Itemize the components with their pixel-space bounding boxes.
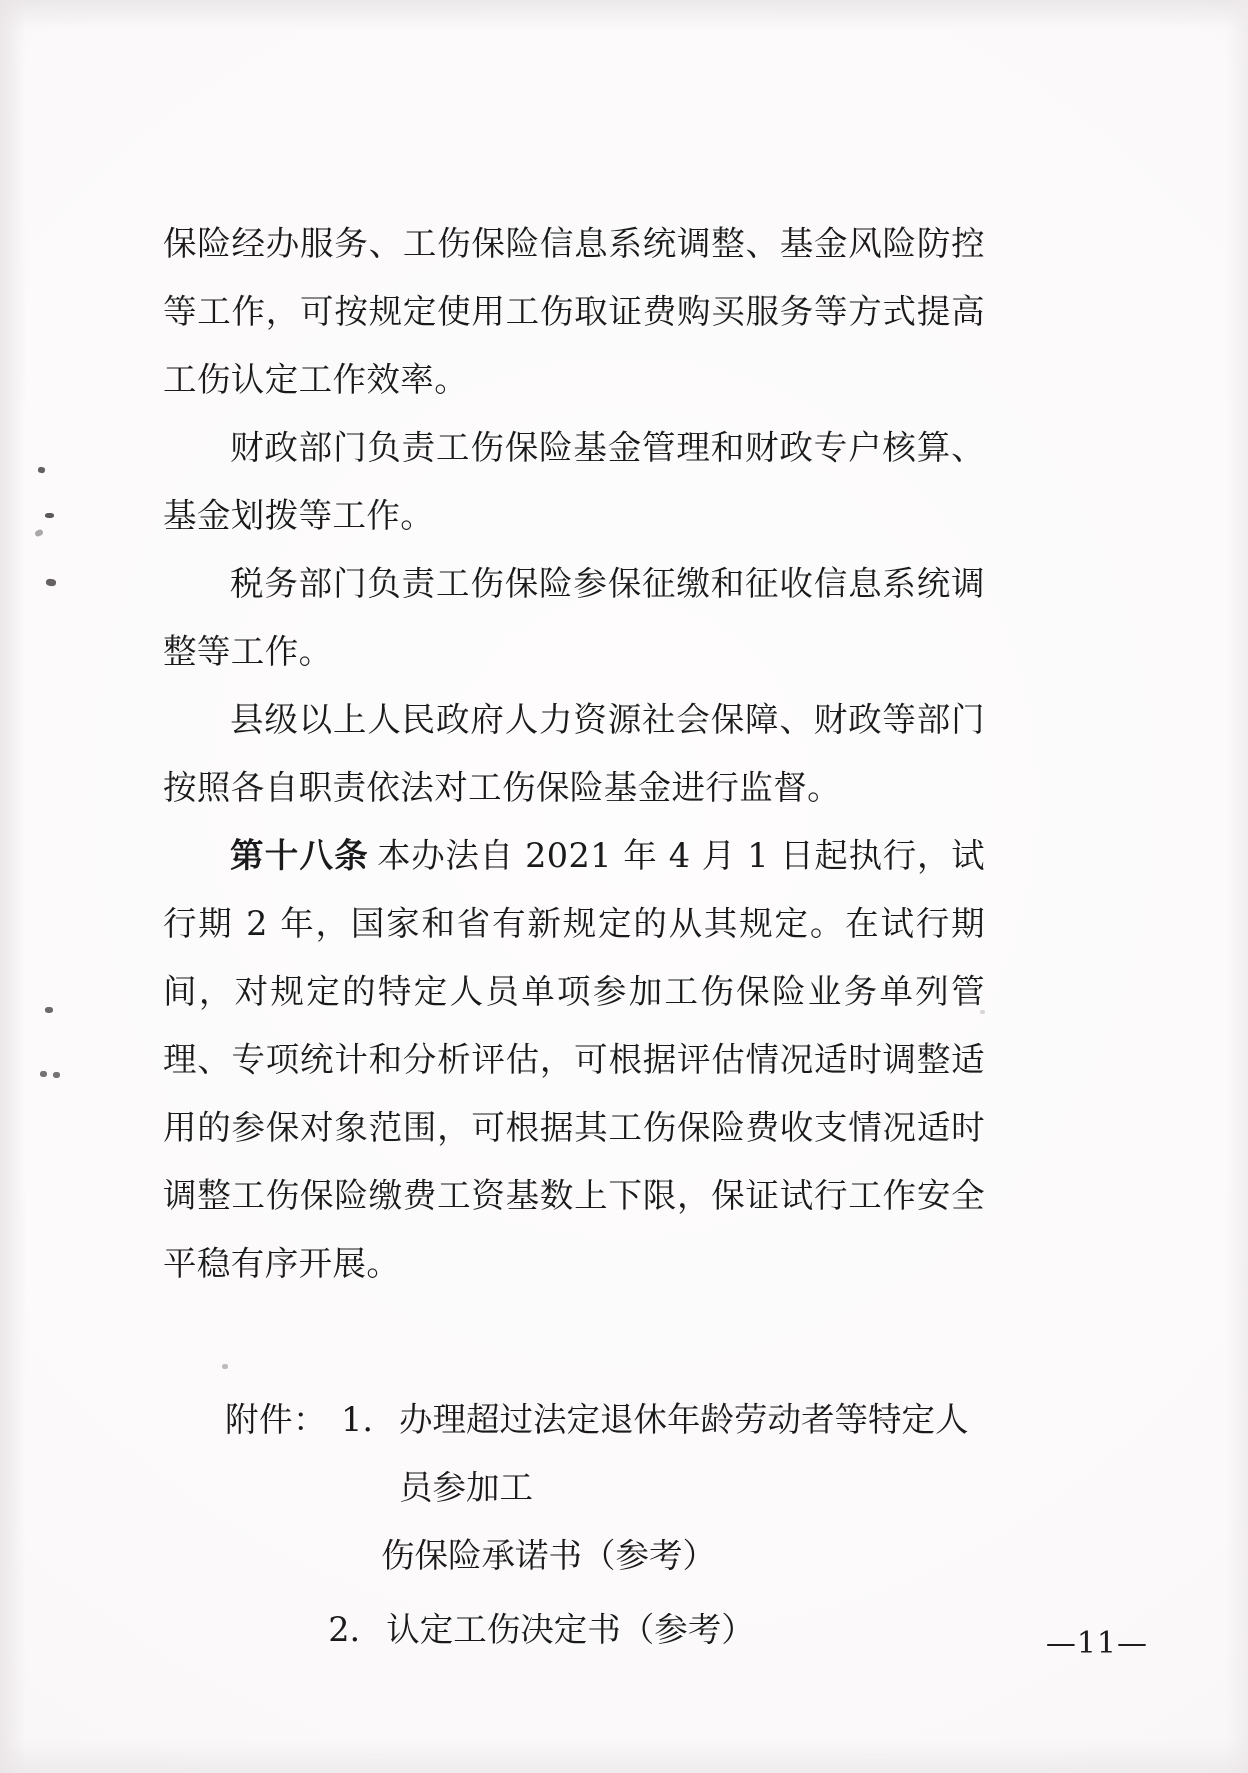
paragraph-tax-department: 税务部门负责工伤保险参保征缴和征收信息系统调整等工作。	[163, 564, 985, 671]
attachment-item-2	[163, 1596, 985, 1664]
attachment-title-1-line-2-row	[163, 1522, 985, 1590]
attachment-title-1-line-1: 办理超过法定退休年龄劳动者等特定人员参加工	[399, 1400, 969, 1507]
article-18-paragraph	[163, 822, 985, 1298]
scan-edge-top	[0, 0, 1248, 30]
paragraph-finance-department: 财政部门负责工伤保险基金管理和财政专户核算、基金划拨等工作。	[163, 428, 985, 535]
scan-speck	[45, 1007, 53, 1013]
attachments-label-spacer	[163, 1596, 314, 1664]
scan-edge-right	[1226, 0, 1248, 1773]
document-body	[163, 210, 985, 1664]
attachment-item-1	[163, 1386, 985, 1522]
page-number: —11—	[1045, 1626, 1148, 1661]
attachment-number-1: 1.	[341, 1400, 373, 1439]
attachments-label: 附件：	[225, 1400, 327, 1439]
attachment-number-2: 2.	[328, 1610, 361, 1649]
article-18-heading: 第十八条	[230, 836, 370, 875]
scan-edge-left	[0, 0, 26, 1773]
scan-speck	[53, 1072, 60, 1078]
paragraph-duties-continued: 保险经办服务、工伤保险信息系统调整、基金风险防控等工作，可按规定使用工伤取证费购买服务等方式提高工伤认定工作效率。	[163, 224, 985, 399]
attachment-title-2-line-1: 认定工伤决定书（参考）	[386, 1610, 755, 1649]
scan-speck	[45, 513, 54, 518]
article-18-body: 本办法自 2021 年 4 月 1 日起执行，试行期 2 年，国家和省有新规定的从其规定。在试行期间，对规定的特定人员单项参加工伤保险业务单列管理、专项统计和分析评估，可根据评估情况适时调整适用的参保对象范围，可根据其工伤保险费收支情况适时调整工伤保险缴费工资基数上下限，保证试行工作安全平稳有序开展。	[163, 836, 986, 1283]
scan-speck	[40, 1071, 47, 1077]
paragraph-county-supervision: 县级以上人民政府人力资源社会保障、财政等部门按照各自职责依法对工伤保险基金进行监督。	[163, 700, 985, 807]
scan-edge-bottom	[0, 1739, 1248, 1773]
attachment-title-1-line-2: 伤保险承诺书（参考）	[381, 1536, 716, 1575]
attachments-block	[163, 1386, 985, 1664]
scan-speck	[46, 578, 57, 586]
